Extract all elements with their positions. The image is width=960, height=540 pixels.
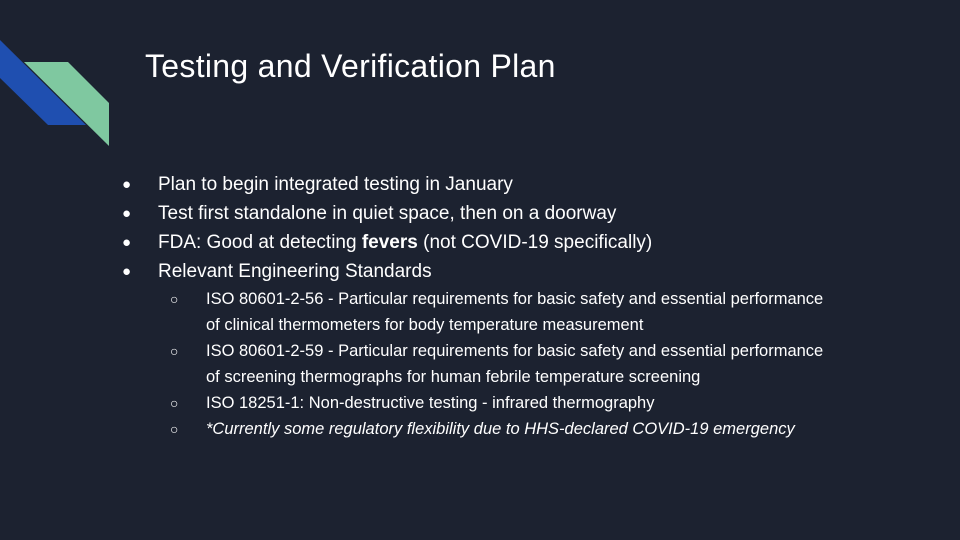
corner-decoration-icon (0, 0, 120, 160)
bullet-text-post: (not COVID-19 specifically) (417, 232, 653, 253)
list-item (0, 170, 960, 199)
bullet-text-bold: fevers (361, 232, 418, 253)
bullet-text: Test first standalone in quiet space, then on a doorway (158, 203, 617, 224)
sub-bullet-text: ISO 18251-1: Non-destructive testing - infrared thermography (206, 394, 655, 412)
list-item (0, 257, 960, 286)
bullet-icon: ● (122, 234, 132, 251)
bullet-text: Relevant Engineering Standards (158, 261, 432, 282)
bullet-text-pre: FDA: Good at detecting (158, 232, 362, 253)
bullet-icon: ● (122, 176, 132, 193)
list-item (0, 228, 960, 257)
sub-list-item (0, 286, 826, 338)
sub-bullet-icon: ○ (170, 395, 179, 411)
sub-bullet-text: ISO 80601-2-56 - Particular requirements for basic safety and essential performance of clinical thermometers for body temperature measurement (206, 290, 824, 334)
bullet-text: Plan to begin integrated testing in January (158, 174, 513, 195)
bullet-icon: ● (122, 205, 132, 222)
sub-bullet-text-note: *Currently some regulatory flexibility due to HHS-declared COVID-19 emergency (206, 420, 795, 438)
page-title: Testing and Verification Plan (145, 48, 556, 84)
sub-list-item (0, 390, 826, 416)
sub-bullet-icon: ○ (170, 421, 179, 437)
sub-list-item (0, 338, 826, 390)
sub-bullet-text: ISO 80601-2-59 - Particular requirements for basic safety and essential performance of screening thermographs for human febrile temperature screening (206, 342, 824, 386)
sub-bullet-icon: ○ (170, 343, 179, 359)
bullet-icon: ● (122, 263, 132, 280)
sub-list-item (0, 416, 826, 442)
sub-bullet-icon: ○ (170, 291, 179, 307)
list-item (0, 199, 960, 228)
bullet-list (0, 170, 960, 442)
